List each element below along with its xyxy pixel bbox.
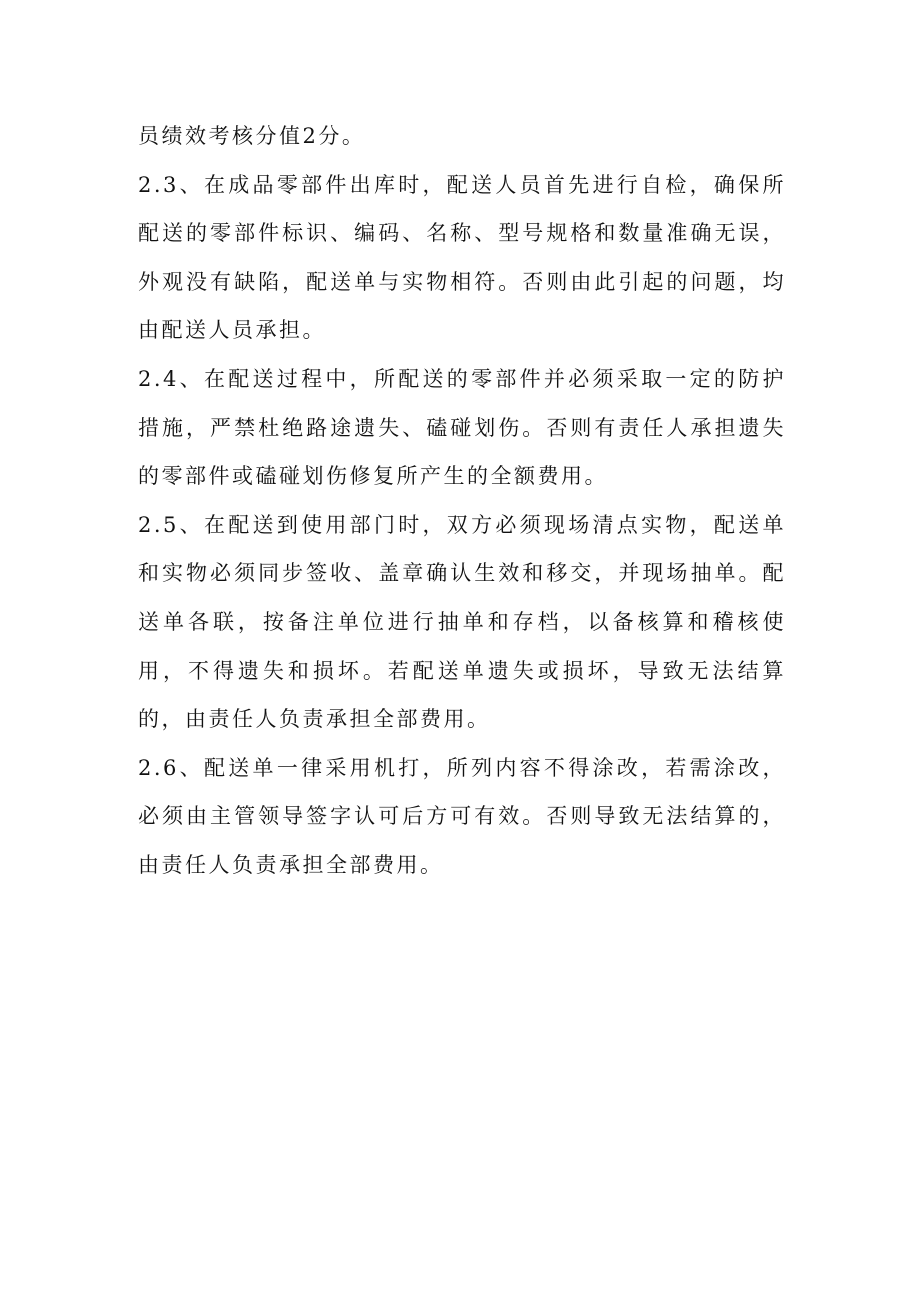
paragraph-2-5: 2.5、在配送到使用部门时，双方必须现场清点实物，配送单和实物必须同步签收、盖章确认生效和移交，并现场抽单。配送单各联，按备注单位进行抽单和存档，以备核算和稽核使用，不得遗失和损坏。若配送单遗失或损坏，导致无法结算的，由责任人负责承担全部费用。 [138, 512, 786, 732]
paragraph-continuation: 员绩效考核分值2分。 [138, 124, 366, 148]
paragraph-2-4: 2.4、在配送过程中，所配送的零部件并必须采取一定的防护措施，严禁杜绝路途遗失、磕碰划伤。否则有责任人承担遗失的零部件或磕碰划伤修复所产生的全额费用。 [138, 366, 786, 489]
paragraph-2-3: 2.3、在成品零部件出库时，配送人员首先进行自检，确保所配送的零部件标识、编码、名称、型号规格和数量准确无误，外观没有缺陷，配送单与实物相符。否则由此引起的问题，均由配送人员承担。 [138, 172, 786, 343]
paragraph-2-6: 2.6、配送单一律采用机打，所列内容不得涂改，若需涂改，必须由主管领导签字认可后方可有效。否则导致无法结算的，由责任人负责承担全部费用。 [138, 755, 786, 877]
document-body [138, 112, 786, 890]
